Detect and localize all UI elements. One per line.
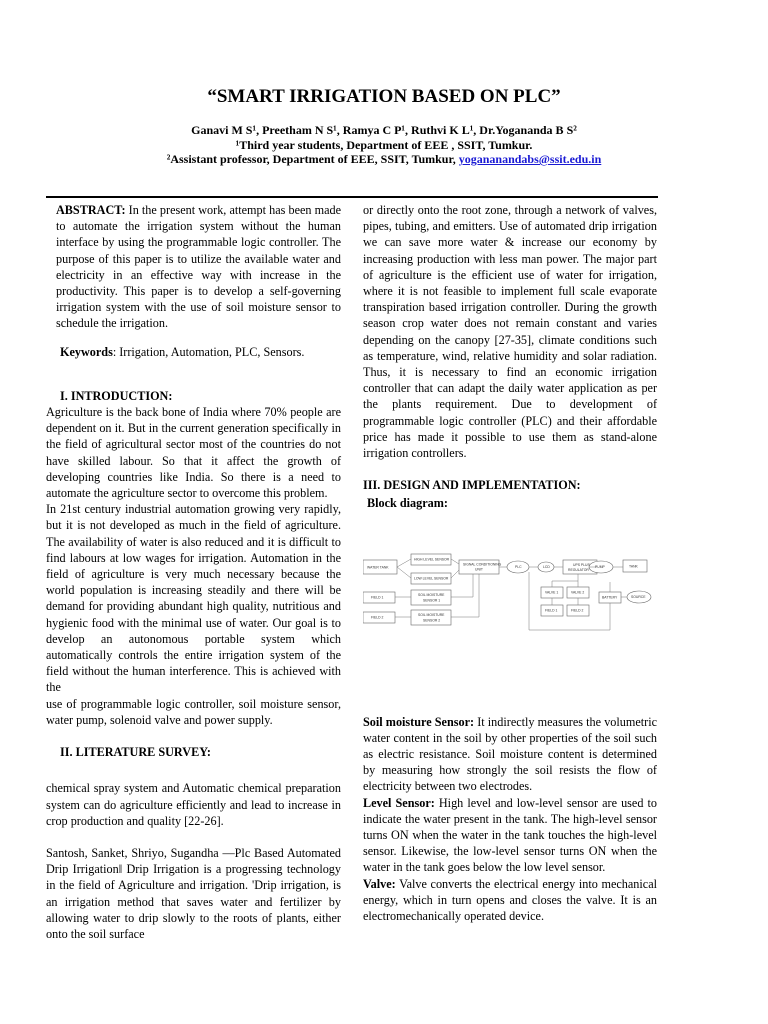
affiliation-2 (0, 152, 768, 167)
intro-paragraph-1: Agriculture is the back bone of India where 70% people are dependent on it. But in the current generation specifically in the field of agricultural sector most of the countries do not have skilled labour. So that it affect the growth of developing countries like India. So there is a need to automate the agriculture sector to overcome this problem. (46, 405, 341, 501)
dg-water-tank: WATER TANK (367, 565, 389, 570)
dg-high-level: HIGH LEVEL SENSOR (414, 557, 450, 562)
dg-ups-2: REGULATOR (568, 567, 589, 572)
dg-field1: FIELD 1 (371, 595, 384, 600)
keywords-label: Keywords (60, 344, 113, 359)
valve-paragraph (363, 876, 657, 925)
header-divider (46, 196, 658, 198)
design-heading: III. DESIGN AND IMPLEMENTATION: (363, 478, 581, 493)
level-sensor-text: High level and low-level sensor are used to indicate the water present in the tank. The high-level sensor turns ON when the water in the tank touches the high-level sensor. Likewise, the low-level sensor turns ON when the water in the tank goes below the low level sensor. (363, 795, 657, 875)
level-sensor-paragraph (363, 795, 657, 876)
keywords-paragraph (46, 344, 341, 360)
dg-soil1-2: SENSOR 1 (423, 598, 441, 603)
author-names: Ganavi M S¹, Preetham N S¹, Ramya C P¹, Ruthvi K L¹, Dr.Yogananda B S² (191, 123, 577, 137)
dg-valve1: VALVE 1 (545, 590, 559, 595)
intro-paragraph-3: use of programmable logic controller, soil moisture sensor, water pump, solenoid valve and power supply. (46, 696, 341, 727)
abstract-text: In the present work, attempt has been made to automate the irrigation system without the human interface by using the programmable logic controller. The purpose of this paper is to utilize the available water and electricity in an effective way with increase in the productivity. This paper is to develop a self-governing irrigation system with the use of soil moisture sensor to schedule the irrigation. (56, 203, 341, 331)
abstract-label: ABSTRACT: (56, 203, 126, 217)
soil-sensor-text: It indirectly measures the volumetric water content in the soil by other properties of the soil such as electric resistance. Soil moisture content is determined by measuring how strongly the soil resists the flow of electricity between two electrodes. (363, 714, 657, 794)
affiliation-2-text: ²Assistant professor, Department of EEE, SSIT, Tumkur, (166, 152, 459, 166)
dg-tank: TANK (629, 564, 638, 569)
intro-paragraph-2: In 21st century industrial automation growing very rapidly, but it is not developed as much in the field of agriculture. The availability of water is also reduced and it is difficult to find labours at low wages for irrigation. Automation in the field of agriculture is very much necessary because the world population is increasing steadily and there will be demand for providing abundant high quality, nutritious and hygienic food with the minimal use of water. Our goal is to develop an autonomous portable system which automatically controls the entire irrigation system of the field without the human interference. This is achieved with the (46, 502, 341, 695)
dg-pump: PUMP (595, 564, 605, 569)
dg-field2: FIELD 2 (371, 615, 384, 620)
keywords-text: : Irrigation, Automation, PLC, Sensors. (112, 344, 305, 359)
right-column (363, 202, 657, 924)
literature-paragraph-1: chemical spray system and Automatic chemical preparation system can do agriculture efficiently and lead to increase in crop production and quality [22-26]. (46, 781, 341, 828)
dg-lcd: LCD (543, 564, 550, 569)
author-block (0, 123, 768, 167)
left-column (46, 202, 341, 942)
dg-soil1-1: SOIL MOISTURE (418, 592, 445, 597)
dg-signal-1: SIGNAL CONDITIONING (463, 562, 502, 567)
dg-soil2-2: SENSOR 2 (423, 618, 441, 623)
dg-source: SOURCE (631, 594, 646, 599)
dg-low-level: LOW LEVEL SENSOR (414, 576, 449, 581)
dg-ups-1: UPS PLUS (573, 562, 590, 567)
valve-text: Valve converts the electrical energy into mechanical energy, which in turn opens and closes the valve. It is an electromechanically operated device. (363, 876, 657, 924)
block-diagram (363, 526, 657, 676)
paper-title: “SMART IRRIGATION BASED ON PLC” (207, 86, 561, 107)
dg-field1b: FIELD 1 (545, 608, 558, 613)
dg-plc: PLC (515, 564, 522, 569)
block-diagram-svg (363, 526, 657, 676)
dg-signal-2: UNIT (475, 567, 483, 572)
literature-heading: II. LITERATURE SURVEY: (60, 745, 211, 760)
spacer (46, 829, 341, 845)
author-email-link[interactable]: yogananandabs@ssit.edu.in (458, 152, 602, 166)
right-paragraph-1: or directly onto the root zone, through a network of valves, pipes, tubing, and emitters. Use of automated drip irrigation we can save more water & increase our economy by increasing production with less man power. The major part of agriculture is the efficient use of water for irrigation, where it is not feasible to implement full scale evaporate transpiration based irrigation controller. During the growth season crop water does not remain constant and varies depending on the canopy [27-35], climate conditions such as temperature, wind, relative humidity and solar radiation. Thus, it is necessary to find an economic irrigation controller that can adapt the daily water application as per the plants requirement. Due to development of programmable logic controller (PLC) and their affordable price has made it possible to use them as stand-alone irrigation controllers. (363, 203, 657, 461)
affiliation-1: ¹Third year students, Department of EEE , SSIT, Tumkur. (235, 137, 533, 152)
spacer (46, 760, 341, 780)
dg-battery: BATTERY (602, 595, 618, 600)
abstract-paragraph (46, 202, 341, 332)
block-diagram-heading: Block diagram: (367, 496, 448, 511)
literature-paragraph-2: Santosh, Sanket, Shriyo, Sugandha ―Plc Based Automated Drip Irrigation‖ Drip Irrigation is a progressing technology in the field of Agriculture and irrigation. 'Drip irrigation, is an irrigation method that saves water and fertilizer by allowing water to drip slowly to the roots of plants, either onto the soil surface (46, 845, 341, 941)
introduction-heading: I. INTRODUCTION: (60, 388, 173, 403)
dg-valve2: VALVE 2 (571, 590, 585, 595)
soil-sensor-label: Soil moisture Sensor: (363, 714, 475, 729)
soil-sensor-paragraph (363, 714, 657, 795)
dg-soil2-1: SOIL MOISTURE (418, 612, 445, 617)
level-sensor-label: Level Sensor: (363, 795, 435, 810)
dg-field2b: FIELD 2 (571, 608, 584, 613)
valve-label: Valve: (363, 876, 396, 891)
